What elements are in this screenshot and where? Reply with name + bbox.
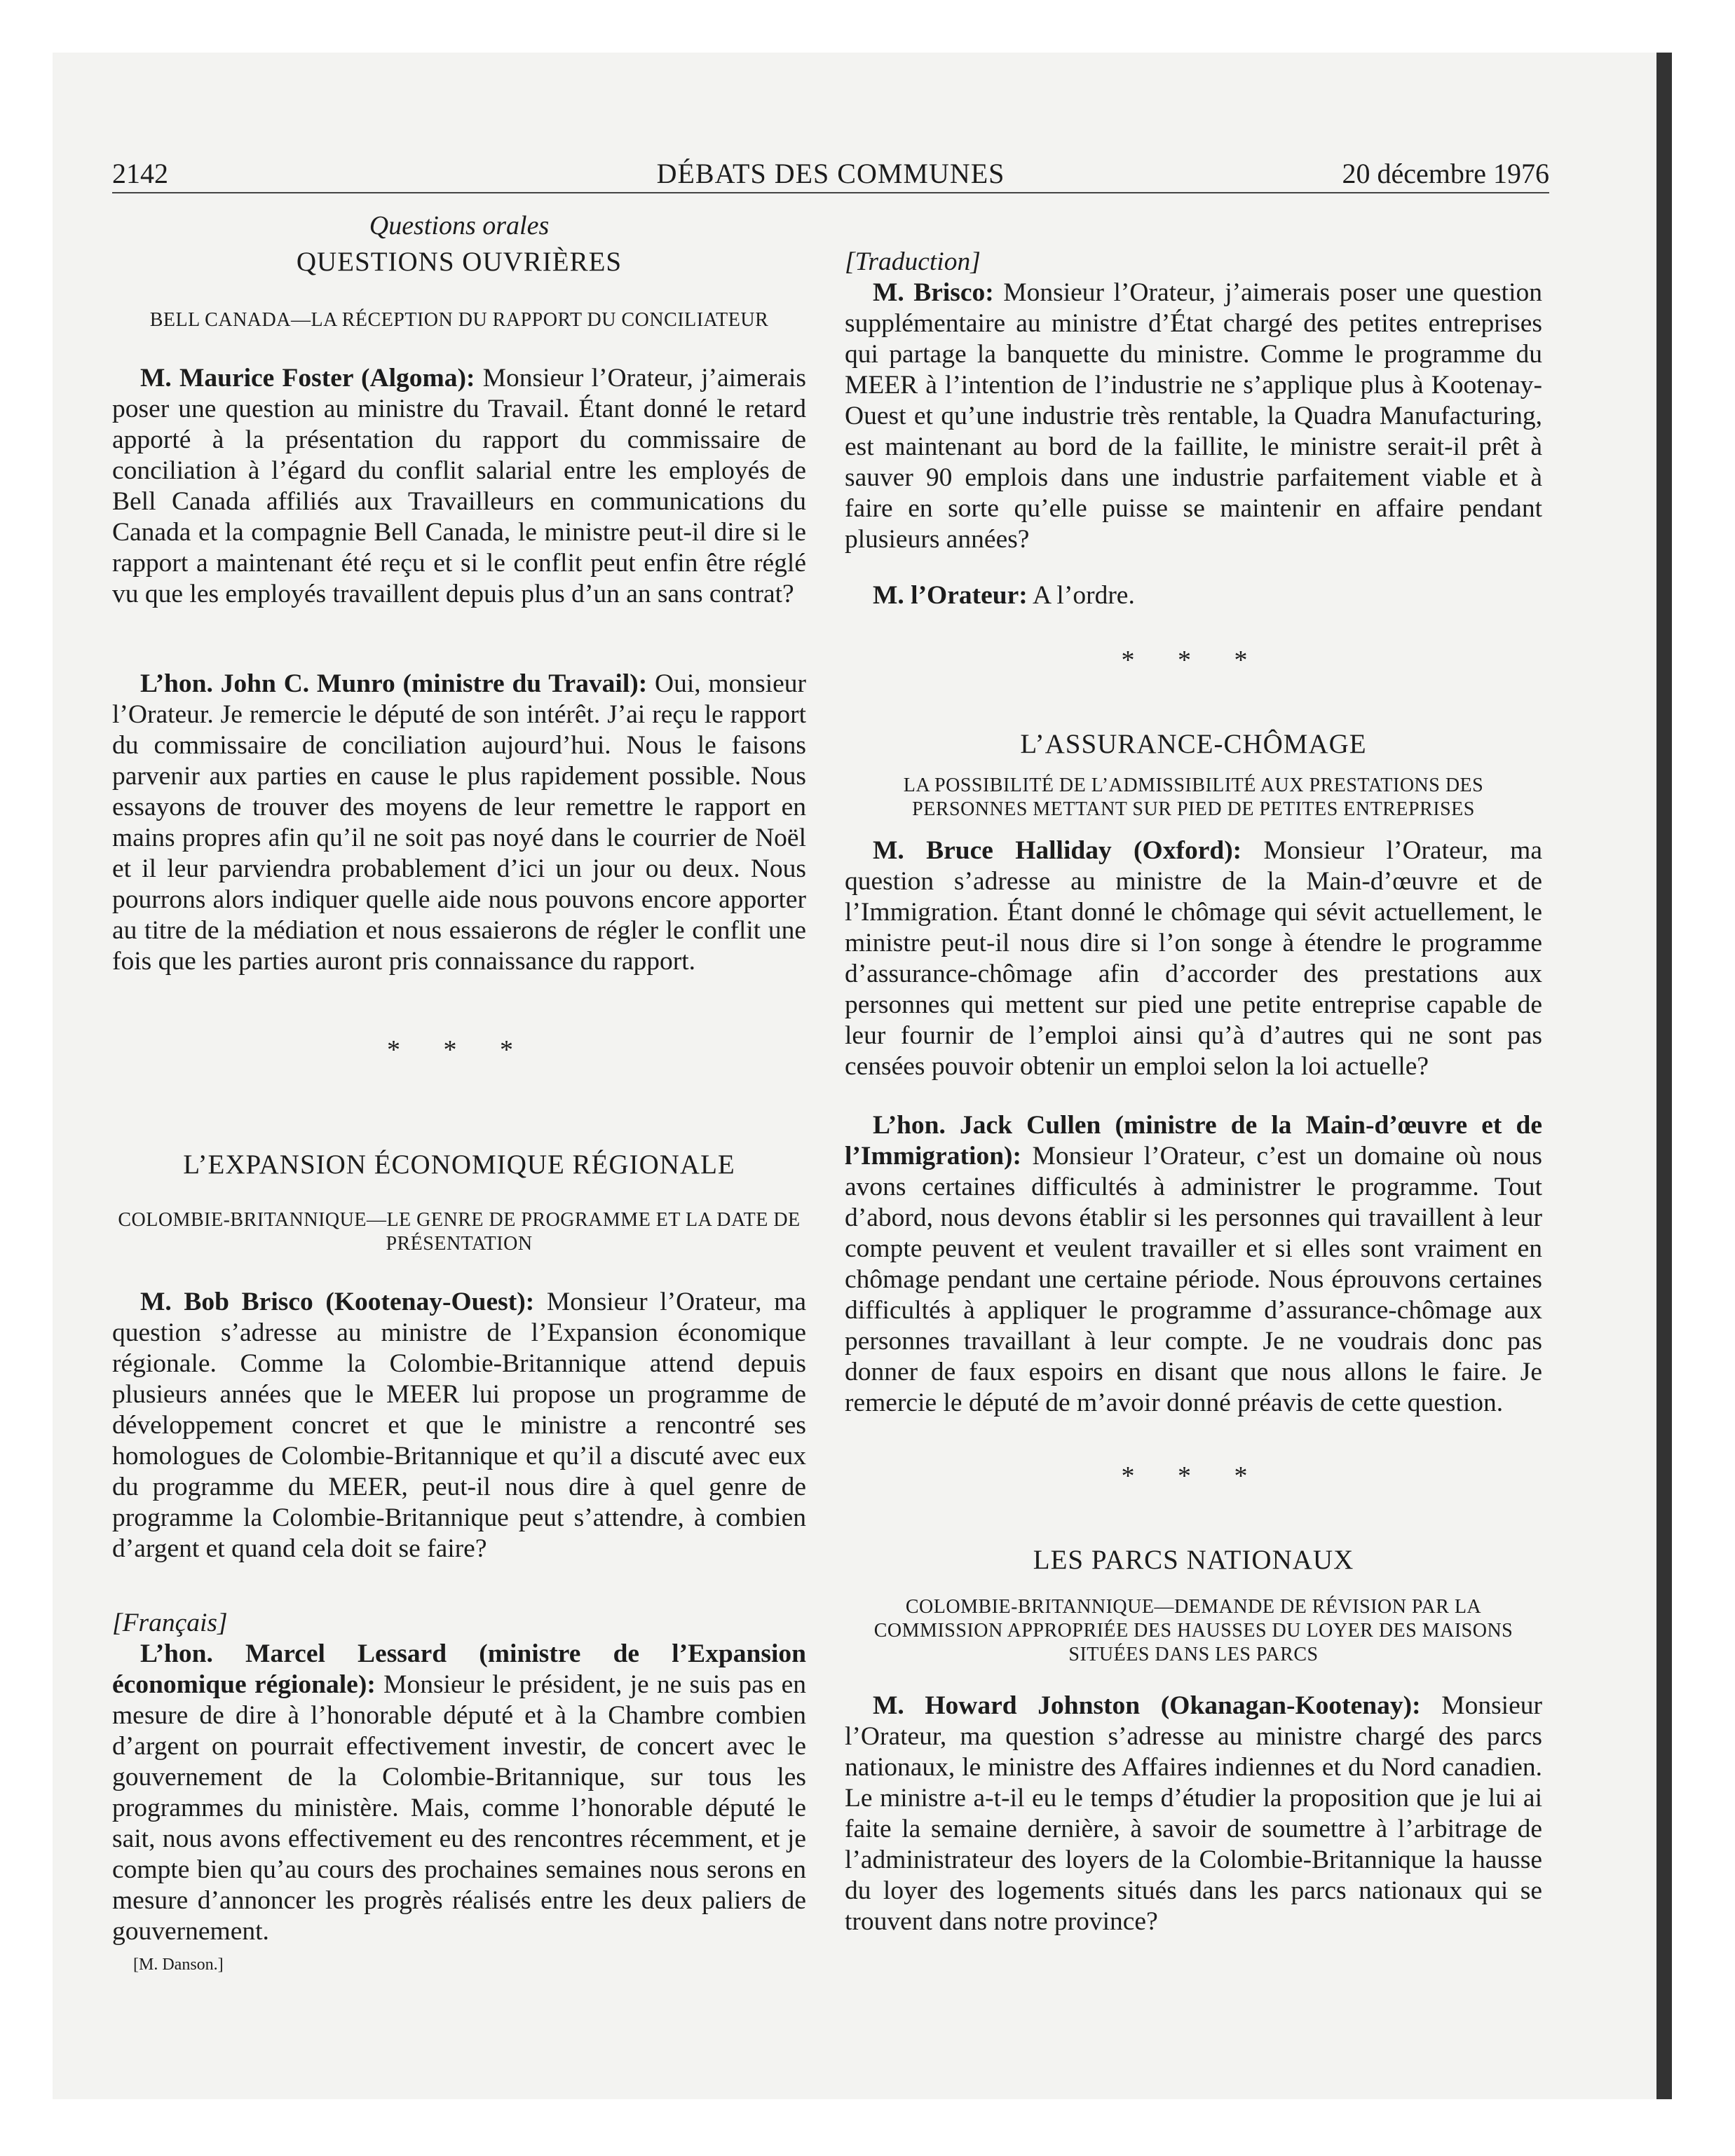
continuation-footnote: [M. Danson.]	[133, 1956, 224, 1974]
section-subhead: BELL CANADA—LA RÉCEPTION DU RAPPORT DU CONCILIATEUR	[149, 309, 769, 331]
section-title: L’ASSURANCE-CHÔMAGE	[1020, 729, 1367, 759]
speech-text: A l’ordre.	[1027, 581, 1135, 610]
section-title: QUESTIONS OUVRIÈRES	[296, 247, 622, 277]
speech-paragraph	[112, 363, 806, 610]
speaker-name: M. Brisco:	[873, 278, 994, 307]
speech-text: Monsieur l’Orateur, ma question s’adresse au ministre chargé des parcs nationaux, le ministre des Affaires indiennes et du Nord canadien. Le ministre a-t-il eu le temps d’étudier la proposition que je lui ai faite la semaine dernière, à savoir de soumettre à l’arbitrage de l’administrateur des loyers de la Colombie-Britannique la hausse du loyer des logements situés dans les parcs nationaux qui se trouvent dans notre province?	[845, 1691, 1542, 1936]
speech-paragraph	[112, 1639, 806, 1947]
speech-paragraph	[845, 1110, 1542, 1419]
speech-paragraph	[845, 278, 1542, 555]
speaker-name: M. Howard Johnston (Okanagan-Kootenay):	[873, 1691, 1421, 1720]
section-subhead: LA POSSIBILITÉ DE L’ADMISSIBILITÉ AUX PRESTATIONS DES PERSONNES METTANT SUR PIED DE PETITES ENTREPRISES	[903, 775, 1484, 820]
speech-text: Monsieur l’Orateur, ma question s’adresse au ministre de la Main-d’œuvre et de l’Immigration. Étant donné le chômage qui sévit actuellement, le ministre peut-il nous dire si l’on songe à étendre le programme d’assurance-chômage afin d’accorder des prestations aux personnes qui mettent sur pied une petite entreprise capable de leur fournir de l’emploi ainsi qu’à d’autres qui ne sont pas censées pouvoir obtenir un emploi selon la loi actuelle?	[845, 836, 1542, 1081]
speaker-name: M. Bruce Halliday (Oxford):	[873, 836, 1242, 865]
section-title: LES PARCS NATIONAUX	[1033, 1545, 1354, 1575]
language-note: [Français]	[112, 1609, 228, 1637]
rubric: Questions orales	[369, 211, 550, 240]
speaker-name: M. l’Orateur:	[873, 581, 1028, 610]
speech-paragraph	[845, 580, 1542, 611]
speech-paragraph	[845, 1691, 1542, 1937]
scan-edge-bar	[1656, 53, 1672, 2099]
section-subhead: COLOMBIE-BRITANNIQUE—DEMANDE DE RÉVISION PAR LA COMMISSION APPROPRIÉE DES HAUSSES DU LOYER DES MAISONS SITUÉES DANS LES PARCS	[873, 1596, 1513, 1665]
right-column	[845, 210, 1542, 1937]
speech-text: Monsieur l’Orateur, j’aimerais poser une question au ministre du Travail. Étant donné le retard apporté à la présentation du rapport du commissaire de conciliation à l’égard du conflit salarial entre les employés de Bell Canada affiliés aux Travailleurs en communications du Canada et la compagnie Bell Canada, le ministre peut-il dire si le rapport a maintenant été reçu et si le conflit peut enfin être réglé vu que les employés travaillent depuis plus d’un an sans contrat?	[112, 364, 806, 608]
section-separator: * * *	[1121, 646, 1266, 675]
speech-paragraph	[845, 835, 1542, 1082]
speech-text: Monsieur l’Orateur, j’aimerais poser une question supplémentaire au ministre d’État chargé des petites entreprises qui partage la banquette du ministre. Comme le programme du MEER à l’intention de l’industrie ne s’applique plus à Kootenay-Ouest et qu’une industrie très rentable, la Quadra Manufacturing, est maintenant au bord de la faillite, le ministre serait-il prêt à sauver 90 emplois dans une industrie parfaitement viable et à faire en sorte qu’elle puisse se maintenir en affaire pendant plusieurs années?	[845, 278, 1542, 554]
speech-paragraph	[112, 669, 806, 977]
speech-text: Monsieur l’Orateur, c’est un domaine où nous avons certaines difficultés à administrer le programme. Tout d’abord, nous devons établir si les personnes qui travaillent à leur compte peuvent et veulent travailler et si elles sont vraiment en chômage pendant une certaine période. Nous éprouvons certaines difficultés à appliquer le programme d’assurance-chômage aux personnes travaillant à leur compte. Je ne voudrais donc pas donner de faux espoirs en disant que nous allons le faire. Je remercie le député de m’avoir donné préavis de cette question.	[845, 1142, 1542, 1417]
page-header	[112, 156, 1549, 193]
speech-text: Monsieur le président, je ne suis pas en mesure de dire à l’honorable député et à la Chambre combien d’argent on pourrait effectivement investir, de concert avec le gouvernement de la Colombie-Britannique, sur tous les programmes du ministère. Mais, comme l’honorable député le sait, nous avons effectivement eu des rencontres récemment, et je compte bien qu’au cours des prochaines semaines nous serons en mesure d’annoncer les progrès réalisés entre les deux paliers de gouvernement.	[112, 1670, 807, 1946]
speaker-name: L’hon. Jack Cullen (ministre de la Main-d’œuvre et de l’Immigration):	[845, 1111, 1542, 1171]
publication-title: DÉBATS DES COMMUNES	[656, 158, 1005, 189]
speech-paragraph	[112, 1287, 806, 1564]
section-separator: * * *	[1121, 1461, 1266, 1491]
speaker-name: L’hon. John C. Munro (ministre du Travail):	[140, 669, 648, 698]
speaker-name: L’hon. Marcel Lessard (ministre de l’Expansion économique régionale):	[112, 1639, 806, 1699]
speaker-name: M. Maurice Foster (Algoma):	[140, 364, 475, 393]
speech-text: Oui, monsieur l’Orateur. Je remercie le député de son intérêt. J’ai reçu le rapport du commissaire de conciliation aujourd’hui. Nous le faisons parvenir aux parties en cause le plus rapidement possible. Nous essayons de trouver des moyens de leur remettre le rapport en mains propres afin qu’il ne soit pas noyé dans le courrier de Noël et il leur parviendra probablement d’ici un jour ou deux. Nous pourrons alors indiquer quelle aide nous pouvons encore apporter au titre de la médiation et nous essaierons de régler le conflit une fois que les parties auront pris connaissance du rapport.	[112, 669, 806, 976]
section-title: L’EXPANSION ÉCONOMIQUE RÉGIONALE	[183, 1149, 735, 1180]
speaker-name: M. Bob Brisco (Kootenay-Ouest):	[140, 1288, 535, 1316]
section-separator: * * *	[387, 1035, 531, 1065]
language-note: [Traduction]	[845, 247, 981, 276]
page-date: 20 décembre 1976	[1342, 158, 1549, 189]
page-number: 2142	[112, 158, 168, 189]
left-column	[112, 210, 806, 1975]
speech-text: Monsieur l’Orateur, ma question s’adresse au ministre de l’Expansion économique régionale. Comme la Colombie-Britannique attend depuis plusieurs années que le MEER lui propose un programme de développement concret et que le ministre a rencontré ses homologues de Colombie-Britannique et qu’il a discuté avec eux du programme du MEER, peut-il nous dire à quel genre de programme la Colombie-Britannique peut s’attendre, à combien d’argent et quand cela doit se faire?	[112, 1288, 806, 1563]
section-subhead: COLOMBIE-BRITANNIQUE—LE GENRE DE PROGRAMME ET LA DATE DE PRÉSENTATION	[118, 1209, 801, 1255]
